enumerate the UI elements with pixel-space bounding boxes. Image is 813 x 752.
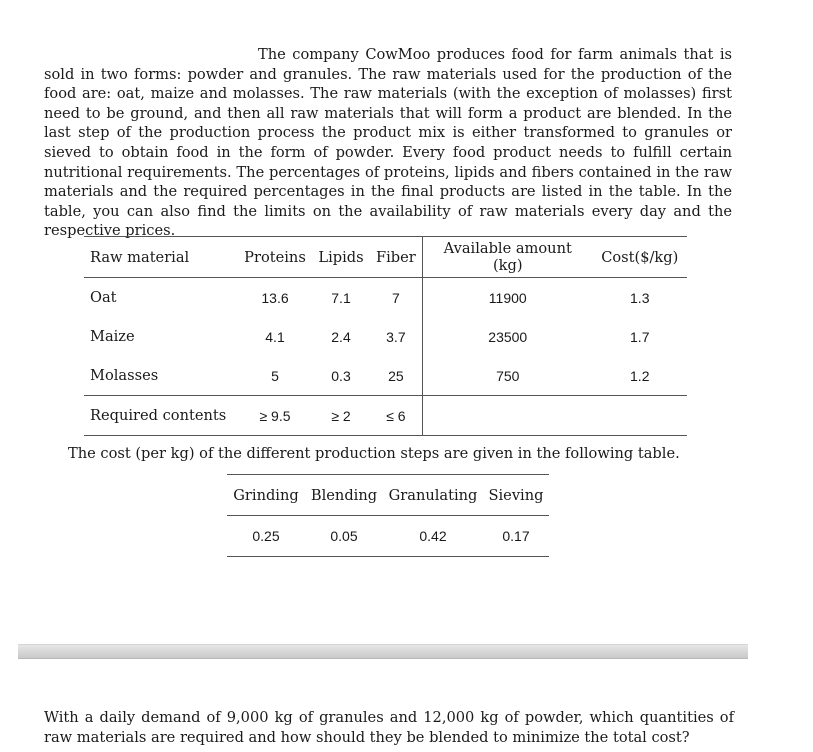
steps-values-row	[227, 516, 549, 557]
intro-paragraph	[44, 45, 732, 241]
raw-table-header-row	[84, 237, 687, 278]
row-fiber: 25	[370, 356, 422, 396]
steps-header-row	[227, 475, 549, 516]
row-proteins: 13.6	[261, 289, 289, 306]
header-fiber: Fiber	[370, 237, 422, 278]
header-grinding: Grinding	[227, 475, 305, 516]
row-cost: 1.3	[630, 289, 650, 306]
value-grinding: 0.25	[227, 516, 305, 557]
row-available: 11900	[488, 289, 527, 306]
table-row	[84, 356, 687, 396]
row-cost: 1.2	[630, 367, 650, 384]
header-blending: Blending	[305, 475, 383, 516]
header-available-amount: Available amount (kg)	[422, 237, 593, 278]
header-proteins: Proteins	[238, 237, 312, 278]
row-cost: 1.7	[630, 328, 650, 345]
row-available: 23500	[488, 328, 528, 345]
row-lipids: 2.4	[331, 328, 351, 345]
question-text: With a daily demand of 9,000 kg of granules and 12,000 kg of powder, which quantities of raw materials are required and how should they be blended to minimize the total cost?	[44, 709, 734, 746]
row-name: Maize	[90, 328, 135, 345]
header-granulating: Granulating	[383, 475, 483, 516]
required-empty-cell	[593, 396, 687, 436]
required-label: Required contents	[84, 396, 238, 436]
value-sieving: 0.17	[483, 516, 549, 557]
row-proteins: 5	[271, 367, 279, 384]
production-steps-table	[227, 474, 549, 557]
required-lipids: ≥ 2	[312, 396, 370, 436]
raw-materials-table	[84, 236, 687, 436]
row-lipids: 7.1	[331, 289, 351, 306]
steps-intro-text: The cost (per kg) of the different production steps are given in the following table.	[68, 445, 680, 462]
row-lipids: 0.3	[331, 367, 351, 384]
required-proteins: ≥ 9.5	[238, 396, 312, 436]
required-fiber: ≤ 6	[370, 396, 422, 436]
table-row	[84, 278, 687, 318]
required-empty-cell	[422, 396, 593, 436]
intro-text: The company CowMoo produces food for farm animals that is sold in two forms: powder and granules. The raw materials used for the production of the food are: oat, maize and molasses. The raw materials (with the exception of molasses) first need to be ground, and then all raw materials that will form a product are blended. In the last step of the production process the product mix is either transformed to granules or sieved to obtain food in the form of powder. Every food product needs to fulfill certain nutritional requirements. The percentages of proteins, lipids and fibers contained in the raw materials and the required percentages in the final products are listed in the table. In the table, you can also find the limits on the availability of raw materials every day and the respective prices.	[44, 46, 732, 240]
header-lipids: Lipids	[312, 237, 370, 278]
row-fiber: 3.7	[370, 317, 422, 356]
required-contents-row	[84, 396, 687, 436]
section-divider	[18, 644, 748, 659]
row-available: 750	[496, 367, 520, 384]
row-proteins: 4.1	[265, 328, 285, 345]
row-name: Oat	[90, 289, 117, 306]
value-granulating: 0.42	[383, 516, 483, 557]
value-blending: 0.05	[305, 516, 383, 557]
table-row	[84, 317, 687, 356]
header-sieving: Sieving	[483, 475, 549, 516]
header-raw-material: Raw material	[84, 237, 238, 278]
row-name: Molasses	[90, 367, 159, 384]
row-fiber: 7	[370, 278, 422, 318]
header-cost: Cost($/kg)	[593, 237, 687, 278]
